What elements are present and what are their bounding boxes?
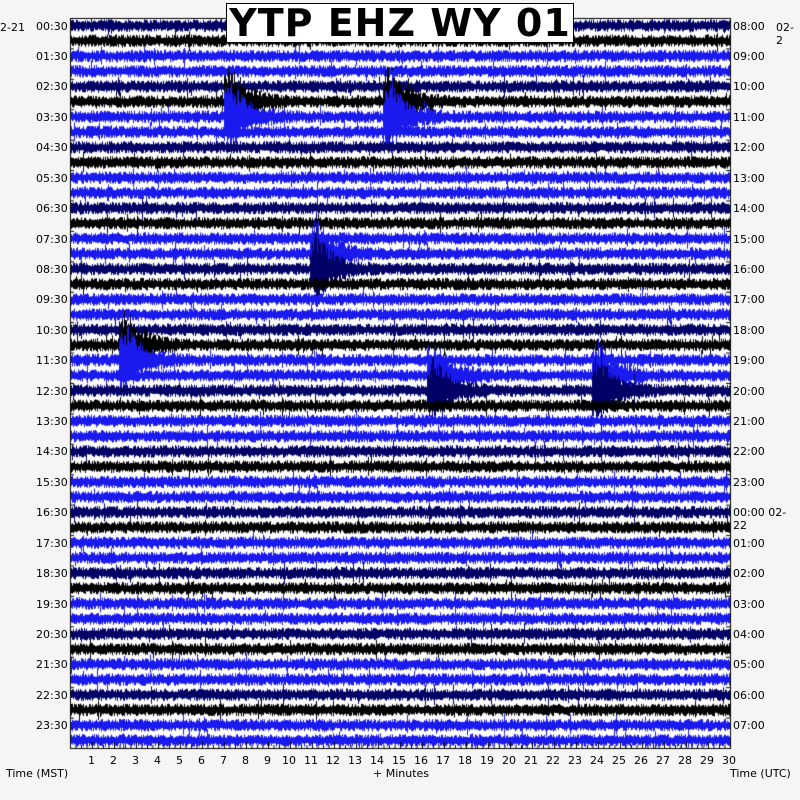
minute-tick: 16: [414, 754, 428, 767]
left-time-tick: 19:30: [36, 597, 68, 611]
right-time-tick: 22:00: [733, 445, 765, 459]
minute-tick: 23: [568, 754, 582, 767]
minute-tick: 2: [110, 754, 117, 767]
left-time-tick: 11:30: [36, 354, 68, 368]
left-time-tick: 12:30: [36, 384, 68, 398]
minute-tick: 25: [612, 754, 626, 767]
minute-tick: 27: [656, 754, 670, 767]
left-time-tick: 18:30: [36, 567, 68, 581]
right-time-tick: 12:00: [733, 141, 765, 155]
left-time-tick: 03:30: [36, 110, 68, 124]
right-time-tick: 00:00 02-22: [733, 506, 787, 533]
left-axis-label: Time (MST): [6, 767, 69, 780]
left-time-tick: 21:30: [36, 658, 68, 672]
minute-tick: 6: [198, 754, 205, 767]
right-time-tick: 18:00: [733, 323, 765, 337]
right-time-tick: 21:00: [733, 415, 765, 429]
minute-tick: 8: [242, 754, 249, 767]
left-time-tick: 06:30: [36, 202, 68, 216]
minute-tick: 21: [524, 754, 538, 767]
right-time-tick: 01:00: [733, 536, 765, 550]
minute-tick: 7: [220, 754, 227, 767]
right-time-tick: 19:00: [733, 354, 765, 368]
left-time-tick: 14:30: [36, 445, 68, 459]
left-time-tick: 07:30: [36, 232, 68, 246]
right-axis-label: Time (UTC): [730, 767, 791, 780]
minute-tick: 18: [458, 754, 472, 767]
x-axis-label: + Minutes: [373, 767, 430, 780]
minute-tick: 29: [700, 754, 714, 767]
minute-tick: 5: [176, 754, 183, 767]
minute-tick: 19: [480, 754, 494, 767]
minute-tick: 15: [392, 754, 406, 767]
minute-tick: 17: [436, 754, 450, 767]
left-time-tick: 16:30: [36, 506, 68, 520]
right-time-tick: 20:00: [733, 384, 765, 398]
left-time-tick: 20:30: [36, 627, 68, 641]
right-time-tick: 17:00: [733, 293, 765, 307]
right-time-tick: 06:00: [733, 688, 765, 702]
minute-tick: 28: [678, 754, 692, 767]
minute-tick: 13: [348, 754, 362, 767]
left-time-tick: 13:30: [36, 415, 68, 429]
right-time-tick: 03:00: [733, 597, 765, 611]
left-time-tick: 08:30: [36, 262, 68, 276]
start-date-left: 2-21: [0, 21, 25, 34]
left-time-tick: 00:30: [36, 19, 68, 33]
left-time-tick: 05:30: [36, 171, 68, 185]
minute-tick: 12: [326, 754, 340, 767]
right-time-tick: 15:00: [733, 232, 765, 246]
minute-tick: 20: [502, 754, 516, 767]
right-time-tick: 16:00: [733, 262, 765, 276]
left-time-tick: 02:30: [36, 80, 68, 94]
minute-tick: 14: [370, 754, 384, 767]
right-time-tick: 14:00: [733, 202, 765, 216]
minute-tick: 9: [264, 754, 271, 767]
right-time-tick: 10:00: [733, 80, 765, 94]
station-title: YTP EHZ WY 01: [226, 3, 574, 43]
minute-tick: 3: [132, 754, 139, 767]
left-time-tick: 22:30: [36, 688, 68, 702]
left-time-tick: 15:30: [36, 475, 68, 489]
minute-tick: 4: [154, 754, 161, 767]
left-time-tick: 01:30: [36, 50, 68, 64]
right-time-tick: 11:00: [733, 110, 765, 124]
right-time-tick: 13:00: [733, 171, 765, 185]
right-time-tick: 02:00: [733, 567, 765, 581]
minute-tick: 1: [88, 754, 95, 767]
minute-tick: 11: [304, 754, 318, 767]
left-time-tick: 04:30: [36, 141, 68, 155]
start-date-right: 02-2: [776, 21, 794, 47]
minute-tick: 22: [546, 754, 560, 767]
right-time-tick: 07:00: [733, 719, 765, 733]
minute-tick: 26: [634, 754, 648, 767]
right-time-tick: 04:00: [733, 627, 765, 641]
right-time-tick: 09:00: [733, 50, 765, 64]
right-time-tick: 08:00: [733, 19, 765, 33]
minute-tick: 30: [722, 754, 736, 767]
minute-tick: 10: [282, 754, 296, 767]
minute-tick: 24: [590, 754, 604, 767]
left-time-tick: 09:30: [36, 293, 68, 307]
left-time-tick: 10:30: [36, 323, 68, 337]
right-time-tick: 05:00: [733, 658, 765, 672]
left-time-tick: 17:30: [36, 536, 68, 550]
right-time-tick: 23:00: [733, 475, 765, 489]
left-time-tick: 23:30: [36, 719, 68, 733]
